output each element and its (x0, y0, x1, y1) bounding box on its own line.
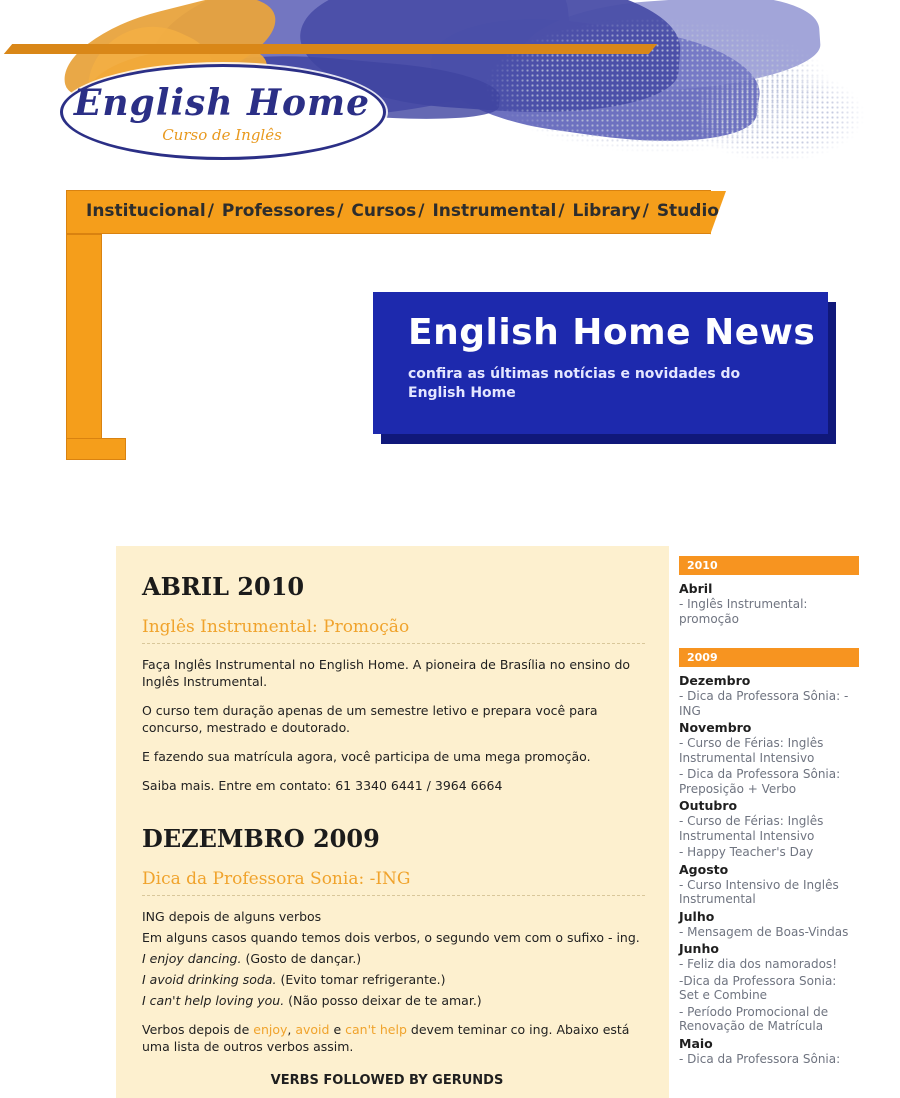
example-sentence (142, 971, 645, 988)
example-portuguese: (Gosto de dançar.) (245, 951, 362, 966)
article-paragraph: E fazendo sua matrícula agora, você participa de uma mega promoção. (142, 749, 591, 764)
archive-month-junho: Junho (679, 941, 719, 956)
news-article-column (116, 546, 669, 1098)
archive-link[interactable]: - Mensagem de Boas-Vindas (679, 924, 849, 939)
nav-separator: / (337, 201, 344, 221)
month-heading-dezembro: DEZEMBRO 2009 (142, 824, 380, 853)
closing-mid: e (329, 1022, 346, 1037)
nav-item-institucional[interactable]: Institucional (86, 201, 206, 221)
example-sentence (142, 992, 645, 1009)
archive-link[interactable]: - Dica da Professora Sônia: -ING (679, 689, 849, 718)
archive-month-dezembro: Dezembro (679, 673, 751, 688)
nav-separator: / (558, 201, 565, 221)
archive-link[interactable]: - Curso Intensivo de Inglês Instrumental (679, 877, 839, 906)
nav-left-bar (66, 234, 102, 459)
archive-month-outubro: Outubro (679, 798, 738, 813)
article-line: Em alguns casos quando temos dois verbos, o segundo vem com o sufixo - ing. (142, 930, 640, 945)
archive-month-abril: Abril (679, 581, 713, 596)
keyword-avoid: avoid (295, 1022, 330, 1037)
nav-item-list (86, 201, 719, 221)
archive-link[interactable]: - Dica da Professora Sônia: Preposição + Verbo (679, 767, 841, 796)
verbs-table-title: VERBS FOLLOWED BY GERUNDS (270, 1073, 504, 1088)
nav-separator: / (642, 201, 649, 221)
article-paragraph: Faça Inglês Instrumental no English Home. A pioneira de Brasília no ensino do Inglês Instrumental. (142, 657, 631, 689)
article-closing-paragraph (142, 1021, 645, 1055)
archive-month-julho: Julho (679, 908, 715, 924)
archive-year-2010: 2010 (679, 556, 859, 575)
nav-left-bar-foot (66, 438, 126, 460)
logo-title: English Home (73, 82, 371, 124)
example-english: I avoid drinking soda. (142, 972, 277, 987)
archive-month-novembro: Novembro (679, 720, 752, 735)
article-title-promocao[interactable]: Inglês Instrumental: Promoção (142, 617, 645, 644)
example-english: I enjoy dancing. (142, 951, 242, 966)
logo-tagline: Curso de Inglês (162, 126, 282, 144)
nav-item-cursos[interactable]: Cursos (351, 201, 417, 221)
example-portuguese: (Evito tomar refrigerante.) (280, 972, 446, 987)
example-english: I can't help loving you. (142, 993, 285, 1008)
nav-item-professores[interactable]: Professores (221, 201, 336, 221)
archive-month-agosto: Agosto (679, 861, 729, 877)
news-archive-sidebar (679, 556, 859, 1068)
article-line: ING depois de alguns verbos (142, 909, 322, 924)
month-heading-abril: ABRIL 2010 (142, 572, 305, 601)
article-paragraph: O curso tem duração apenas de um semestre letivo e prepara você para concurso, mestrado e doutorado. (142, 703, 598, 735)
nav-separator: / (207, 201, 214, 221)
archive-link[interactable]: -Dica da Professora Sonia: Set e Combine (679, 973, 837, 1002)
news-hero-title: English Home News (408, 312, 816, 353)
example-portuguese: (Não posso deixar de te amar.) (288, 993, 482, 1008)
keyword-cant-help: can't help (345, 1022, 407, 1037)
archive-year-2009: 2009 (679, 648, 859, 667)
archive-link[interactable]: - Curso de Férias: Inglês Instrumental Intensivo (679, 736, 824, 765)
archive-link[interactable]: - Dica da Professora Sônia: (679, 1051, 841, 1066)
article-title-dica-ing[interactable]: Dica da Professora Sonia: -ING (142, 869, 645, 896)
closing-pre: Verbos depois de (142, 1022, 254, 1037)
keyword-enjoy: enjoy (253, 1022, 288, 1037)
archive-link[interactable]: - Curso de Férias: Inglês Instrumental Intensivo (679, 814, 824, 843)
news-hero-subtitle: confira as últimas notícias e novidades do English Home (408, 366, 741, 401)
nav-item-library[interactable]: Library (572, 201, 641, 221)
archive-link[interactable]: - Happy Teacher's Day (679, 845, 814, 859)
main-navigation[interactable] (66, 190, 726, 236)
nav-separator: / (418, 201, 425, 221)
closing-post: devem teminar co ing. Abaixo está uma lista de outros verbos assim. (142, 1022, 630, 1054)
closing-mid: , (287, 1022, 296, 1037)
archive-link[interactable]: - Inglês Instrumental: promoção (679, 597, 808, 626)
article-contact-paragraph: Saiba mais. Entre em contato: 61 3340 6441 / 3964 6664 (142, 778, 503, 793)
nav-item-studio[interactable]: Studio (656, 201, 719, 221)
nav-item-instrumental[interactable]: Instrumental (432, 201, 557, 221)
nav-bar-shadow (4, 44, 657, 54)
example-sentence (142, 950, 645, 967)
archive-link[interactable]: - Período Promocional de Renovação de Matrícula (679, 1004, 829, 1033)
news-hero-banner (373, 292, 828, 434)
archive-link[interactable]: - Feliz dia dos namorados! (679, 957, 837, 971)
archive-month-maio: Maio (679, 1035, 713, 1051)
dotted-world-map-decoration (700, 60, 890, 170)
